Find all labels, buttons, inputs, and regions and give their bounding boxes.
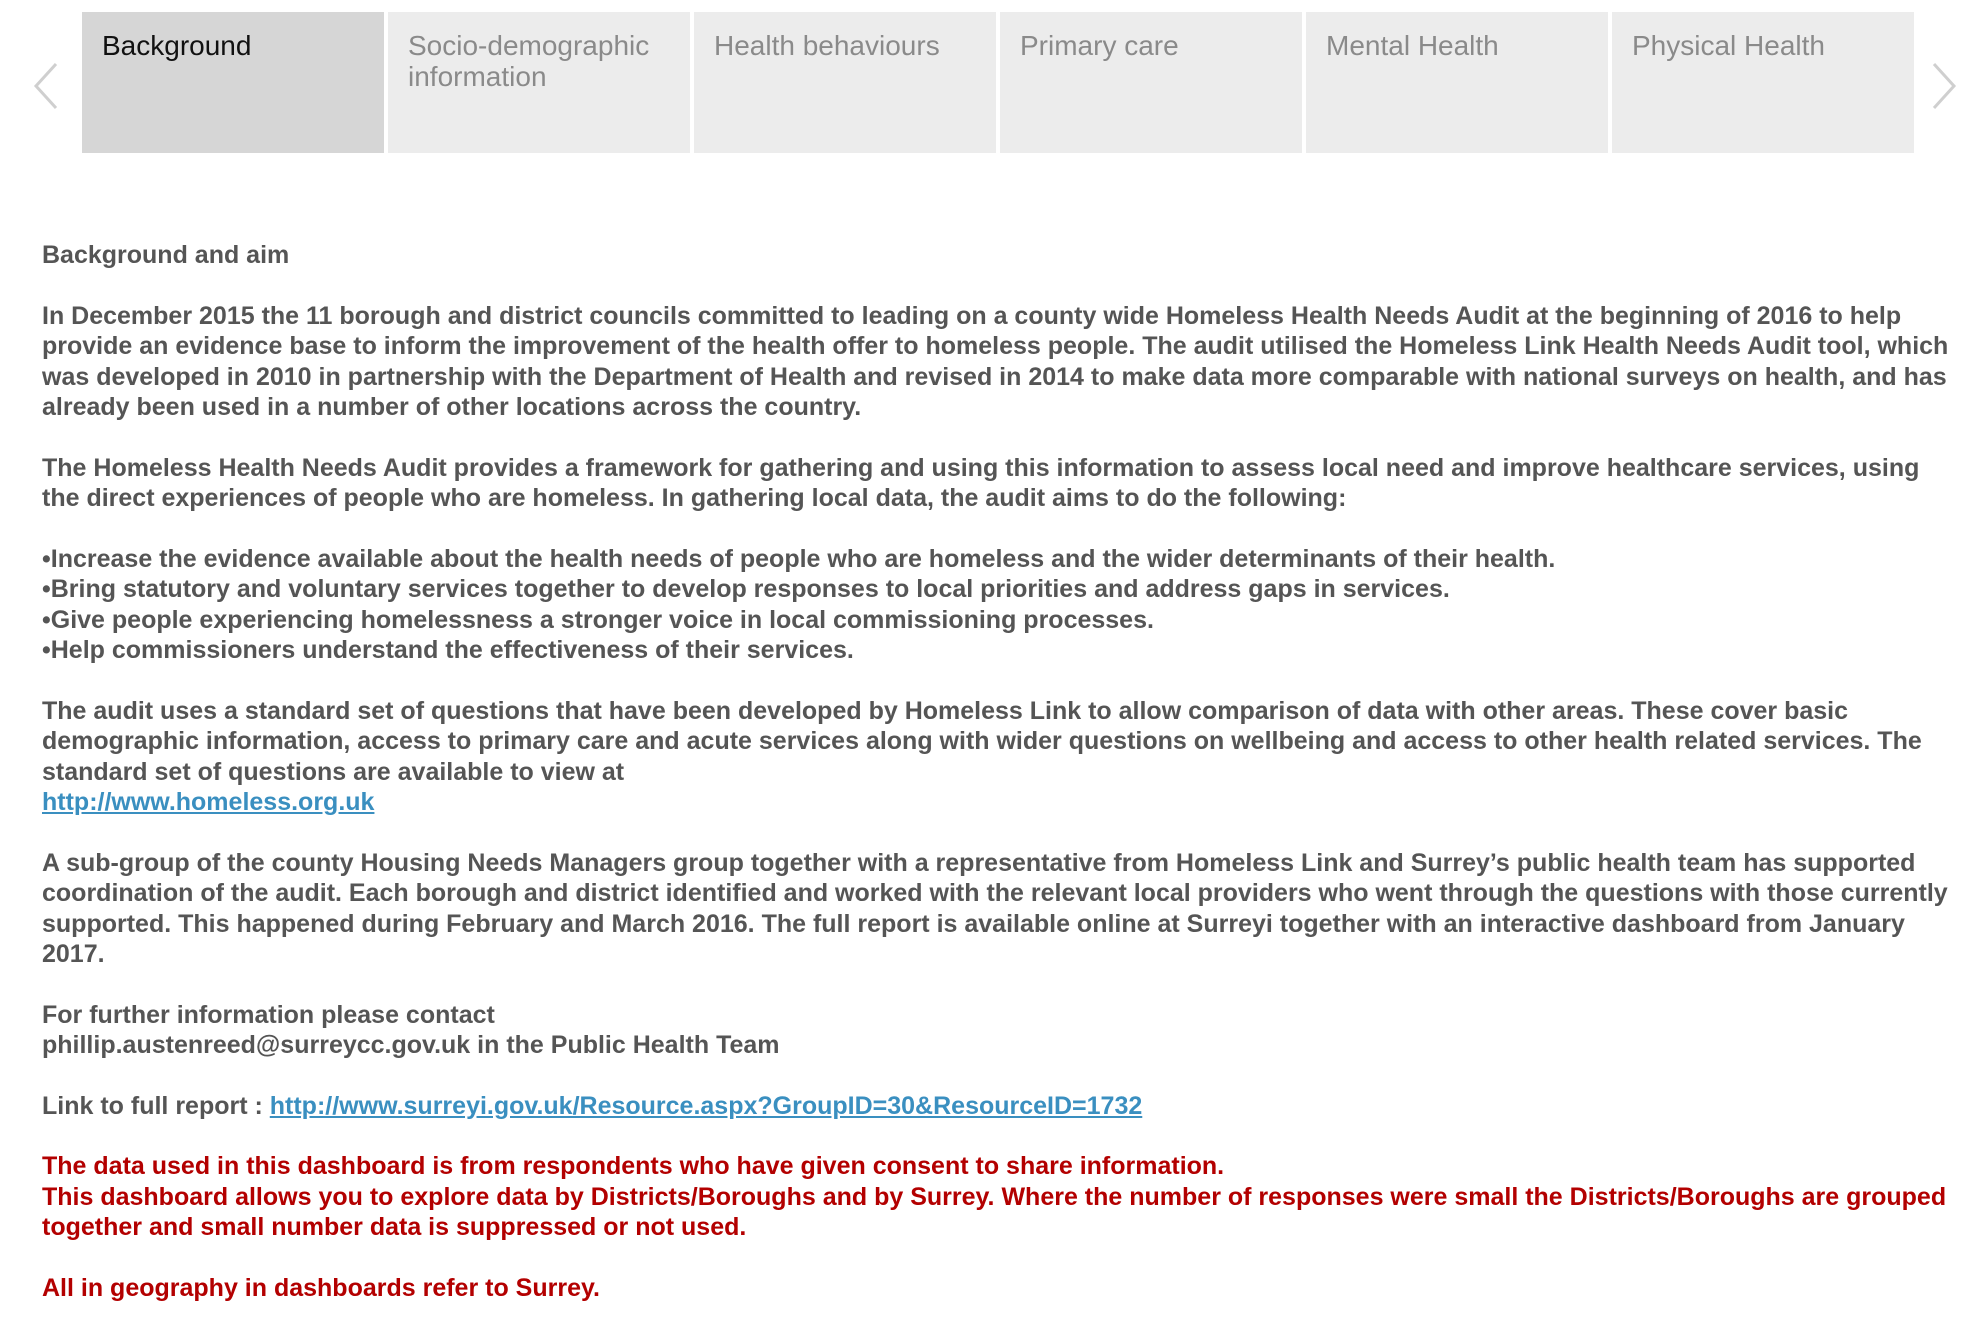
list-item: •Bring statutory and voluntary services together to develop responses to local priorities and address gaps in services.	[42, 575, 1450, 603]
tab-list	[82, 12, 1918, 153]
background-content	[42, 240, 1962, 1333]
tab-label: Background	[102, 30, 252, 61]
framework-paragraph: The Homeless Health Needs Audit provides a framework for gathering and using this information to assess local need and improve healthcare services, using the direct experiences of people who are homeless. In gathering local data, the audit aims to do the following:	[42, 453, 1920, 512]
subgroup-paragraph: A sub-group of the county Housing Needs Managers group together with a representative from Homeless Link and Surrey’s public health team has supported coordination of the audit. Each borough and district identified and worked with the relevant local providers who went through the questions with those currently supported. This happened during February and March 2016. The full report is available online at Surreyi together with an interactive dashboard from January 2017.	[42, 848, 1948, 968]
tab-background[interactable]	[82, 12, 384, 153]
tab-label: Physical Health	[1632, 30, 1825, 61]
tab-physical-health[interactable]	[1612, 12, 1914, 153]
tab-socio-demographic[interactable]	[388, 12, 690, 153]
geography-note: All in geography in dashboards refer to Surrey.	[42, 1273, 600, 1302]
chevron-left-icon[interactable]	[26, 56, 66, 116]
contact-text: For further information please contact	[42, 1000, 495, 1029]
tab-carousel	[0, 0, 1978, 170]
notice-explore-text: This dashboard allows you to explore data by Districts/Boroughs and by Surrey. Where the number of responses were small the Districts/Boroughs are grouped together and small number data is suppressed or not used.	[42, 1182, 1947, 1241]
tab-primary-care[interactable]	[1000, 12, 1302, 153]
consent-notice	[42, 1151, 1962, 1243]
tab-label: Mental Health	[1326, 30, 1499, 61]
homeless-link[interactable]: http://www.homeless.org.uk	[42, 788, 375, 816]
tab-health-behaviours[interactable]	[694, 12, 996, 153]
report-paragraph	[42, 1091, 1962, 1122]
tab-label: Primary care	[1020, 30, 1179, 61]
contact-paragraph	[42, 1000, 1962, 1061]
questions-text: The audit uses a standard set of questions that have been developed by Homeless Link to allow comparison of data with other areas. These cover basic demographic information, access to primary care and acute services along with wider questions on wellbeing and access to other health related services. The standard set of questions are available to view at	[42, 696, 1922, 786]
tab-label: Socio-demographic information	[408, 30, 650, 92]
notice-consent-text: The data used in this dashboard is from respondents who have given consent to share information.	[42, 1152, 1225, 1180]
list-item: •Increase the evidence available about the health needs of people who are homeless and the wider determinants of their health.	[42, 544, 1556, 573]
aims-list	[42, 544, 1962, 666]
questions-paragraph	[42, 696, 1962, 818]
section-heading: Background and aim	[42, 241, 290, 269]
contact-email: phillip.austenreed@surreycc.gov.uk in the Public Health Team	[42, 1031, 780, 1059]
list-item: •Help commissioners understand the effectiveness of their services.	[42, 636, 854, 664]
report-label: Link to full report :	[42, 1091, 270, 1120]
tab-label: Health behaviours	[714, 30, 940, 61]
intro-paragraph: In December 2015 the 11 borough and district councils committed to leading on a county wide Homeless Health Needs Audit at the beginning of 2016 to help provide an evidence base to inform the improvement of the health offer to homeless people. The audit utilised the Homeless Link Health Needs Audit tool, which was developed in 2010 in partnership with the Department of Health and revised in 2014 to make data more comparable with national surveys on health, and has already been used in a number of other locations across the country.	[42, 301, 1949, 421]
tab-mental-health[interactable]	[1306, 12, 1608, 153]
full-report-link[interactable]: http://www.surreyi.gov.uk/Resource.aspx?GroupID=30&ResourceID=1732	[269, 1091, 1143, 1120]
chevron-right-icon[interactable]	[1924, 56, 1964, 116]
list-item: •Give people experiencing homelessness a stronger voice in local commissioning processes.	[42, 605, 1154, 634]
